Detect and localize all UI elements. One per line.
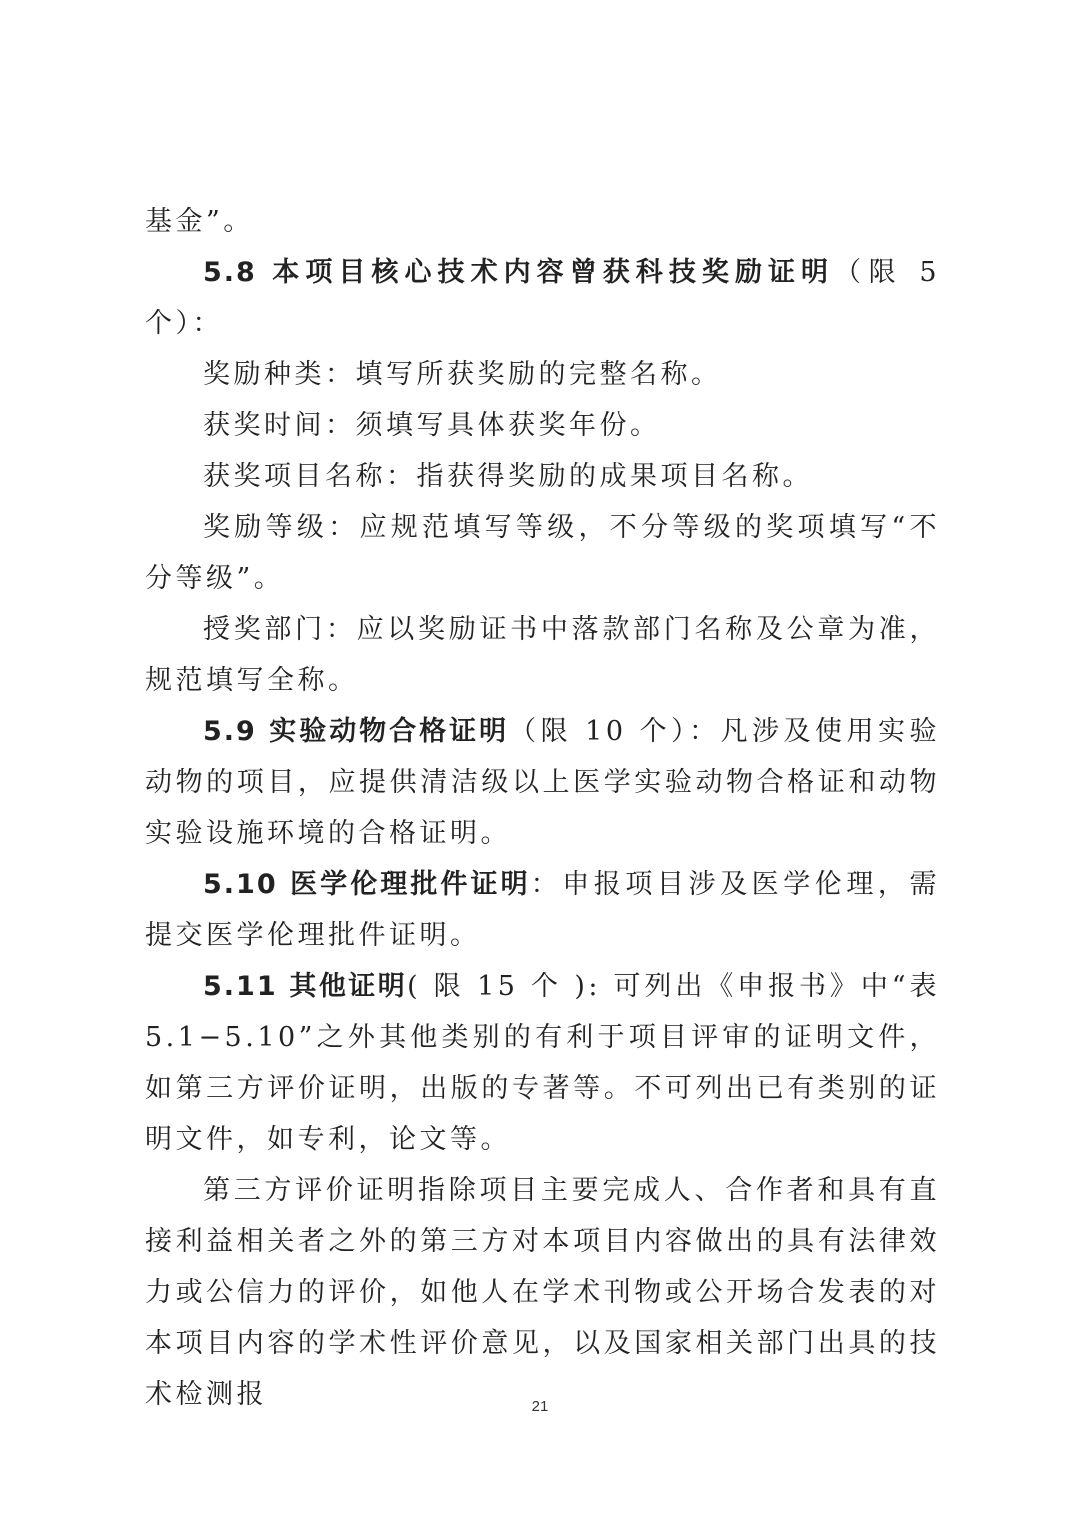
paragraph-text: 基金”。 <box>145 206 254 237</box>
document-body <box>145 196 940 1420</box>
paragraph-award-type <box>145 349 940 400</box>
section-heading: 5.10 医学伦理批件证明 <box>203 869 531 900</box>
page-number: 21 <box>531 1398 549 1415</box>
section-5-8 <box>145 247 940 349</box>
section-heading: 5.8 本项目核心技术内容曾获科技奖励证明 <box>203 257 835 288</box>
paragraph-award-time <box>145 400 940 451</box>
paragraph-third-party-evaluation <box>145 1165 940 1420</box>
paragraph-award-level <box>145 502 940 604</box>
section-5-9 <box>145 706 940 859</box>
paragraph-text: 奖励种类：填写所获奖励的完整名称。 <box>203 359 722 390</box>
section-text: ( 限 15 个 ): 可列出《申报书》中“表 5.1−5.10”之外其他类别的有利于项目评审的证明文件，如第三方评价证明，出版的专著等。不可列出已有类别的证明文件，如专利，论文等。 <box>145 971 940 1155</box>
paragraph-text: 授奖部门：应以奖励证书中落款部门名称及公章为准，规范填写全称。 <box>145 614 940 696</box>
paragraph-text: 第三方评价证明指除项目主要完成人、合作者和具有直接利益相关者之外的第三方对本项目内容做出的具有法律效力或公信力的评价，如他人在学术刊物或公开场合发表的对本项目内容的学术性评价意见，以及国家相关部门出具的技术检测报 <box>145 1175 940 1410</box>
section-text: ：申报项目涉及医学伦理，需提交医学伦理批件证明。 <box>145 869 940 951</box>
paragraph-text: 获奖项目名称：指获得奖励的成果项目名称。 <box>203 461 813 492</box>
section-5-10 <box>145 859 940 961</box>
section-heading: 5.11 其他证明 <box>203 971 408 1002</box>
paragraph-text: 奖励等级：应规范填写等级，不分等级的奖项填写“不分等级”。 <box>145 512 940 594</box>
paragraph-fund-end <box>145 196 940 247</box>
section-text: （限 10 个）：凡涉及使用实验动物的项目，应提供清洁级以上医学实验动物合格证和动物实验设施环境的合格证明。 <box>145 716 940 849</box>
section-5-11 <box>145 961 940 1165</box>
paragraph-award-department <box>145 604 940 706</box>
section-text: （限 5 个）： <box>145 257 940 339</box>
paragraph-award-project-name <box>145 451 940 502</box>
section-heading: 5.9 实验动物合格证明 <box>203 716 510 747</box>
paragraph-text: 获奖时间：须填写具体获奖年份。 <box>203 410 661 441</box>
